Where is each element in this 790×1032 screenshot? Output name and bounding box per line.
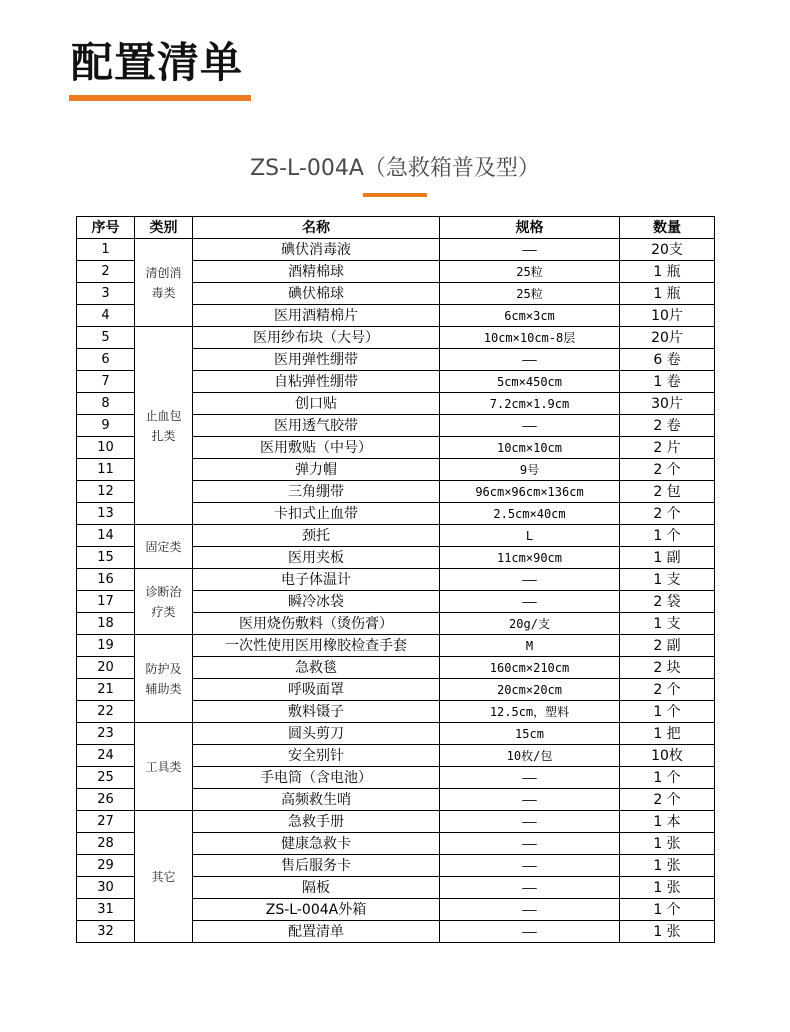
item-quantity: 20片 (620, 327, 715, 349)
table-body (77, 239, 715, 943)
item-quantity: 6 卷 (620, 349, 715, 371)
row-number: 1 (77, 239, 135, 261)
item-quantity: 2 个 (620, 503, 715, 525)
item-quantity: 2 袋 (620, 591, 715, 613)
row-number: 2 (77, 261, 135, 283)
row-number: 26 (77, 789, 135, 811)
item-spec: 12.5cm，塑料 (440, 701, 620, 723)
item-quantity: 1 张 (620, 833, 715, 855)
item-name: 隔板 (193, 877, 440, 899)
category-label-line: 工具类 (145, 759, 182, 774)
item-spec: 6cm×3cm (440, 305, 620, 327)
category-cell (135, 569, 193, 635)
item-name: 医用敷贴（中号） (193, 437, 440, 459)
item-spec: —— (440, 833, 620, 855)
item-name: 一次性使用医用橡胶检查手套 (193, 635, 440, 657)
category-cell (135, 723, 193, 811)
table-row (77, 569, 715, 591)
item-spec: —— (440, 591, 620, 613)
row-number: 23 (77, 723, 135, 745)
item-name: 圆头剪刀 (193, 723, 440, 745)
category-label-line: 防护及 (145, 661, 182, 676)
item-quantity: 1 副 (620, 547, 715, 569)
item-spec: —— (440, 569, 620, 591)
item-spec: —— (440, 877, 620, 899)
item-quantity: 30片 (620, 393, 715, 415)
item-spec: —— (440, 921, 620, 943)
category-label-line: 固定类 (145, 539, 182, 554)
item-spec: 15cm (440, 723, 620, 745)
item-quantity: 2 块 (620, 657, 715, 679)
table-row (77, 239, 715, 261)
item-quantity: 1 张 (620, 877, 715, 899)
row-number: 14 (77, 525, 135, 547)
item-spec: 10cm×10cm (440, 437, 620, 459)
item-name: 医用弹性绷带 (193, 349, 440, 371)
item-name: 电子体温计 (193, 569, 440, 591)
row-number: 20 (77, 657, 135, 679)
category-cell (135, 635, 193, 723)
item-name: 医用夹板 (193, 547, 440, 569)
item-spec: 96cm×96cm×136cm (440, 481, 620, 503)
row-number: 13 (77, 503, 135, 525)
item-spec: 160cm×210cm (440, 657, 620, 679)
item-quantity: 2 片 (620, 437, 715, 459)
header-spec: 规格 (440, 217, 620, 239)
item-spec: —— (440, 239, 620, 261)
table-row (77, 811, 715, 833)
item-spec: 20g/支 (440, 613, 620, 635)
row-number: 5 (77, 327, 135, 349)
title-underline (69, 95, 251, 101)
category-label-line: 疗类 (151, 604, 176, 619)
item-name: 手电筒（含电池） (193, 767, 440, 789)
row-number: 24 (77, 745, 135, 767)
item-quantity: 1 卷 (620, 371, 715, 393)
item-name: 呼吸面罩 (193, 679, 440, 701)
item-name: 三角绷带 (193, 481, 440, 503)
table-row (77, 327, 715, 349)
row-number: 30 (77, 877, 135, 899)
item-name: 售后服务卡 (193, 855, 440, 877)
category-label-line: 清创消 (145, 265, 182, 280)
subtitle-underline (363, 193, 427, 197)
item-spec: 7.2cm×1.9cm (440, 393, 620, 415)
row-number: 11 (77, 459, 135, 481)
item-name: 高频救生哨 (193, 789, 440, 811)
item-spec: 10枚/包 (440, 745, 620, 767)
item-quantity: 1 把 (620, 723, 715, 745)
row-number: 19 (77, 635, 135, 657)
item-name: 医用烧伤敷料（烫伤膏） (193, 613, 440, 635)
row-number: 18 (77, 613, 135, 635)
row-number: 22 (77, 701, 135, 723)
item-spec: —— (440, 789, 620, 811)
item-quantity: 1 瓶 (620, 283, 715, 305)
row-number: 12 (77, 481, 135, 503)
row-number: 7 (77, 371, 135, 393)
item-quantity: 2 卷 (620, 415, 715, 437)
item-quantity: 2 个 (620, 459, 715, 481)
row-number: 8 (77, 393, 135, 415)
item-quantity: 1 张 (620, 855, 715, 877)
item-quantity: 10片 (620, 305, 715, 327)
item-spec: L (440, 525, 620, 547)
item-name: 健康急救卡 (193, 833, 440, 855)
item-spec: 25粒 (440, 261, 620, 283)
product-subtitle: ZS-L-004A（急救箱普及型） (250, 156, 540, 181)
item-quantity: 20支 (620, 239, 715, 261)
item-name: 配置清单 (193, 921, 440, 943)
item-name: 碘伏棉球 (193, 283, 440, 305)
row-number: 25 (77, 767, 135, 789)
item-name: 安全别针 (193, 745, 440, 767)
category-cell (135, 811, 193, 943)
item-spec: —— (440, 349, 620, 371)
item-quantity: 1 个 (620, 701, 715, 723)
row-number: 10 (77, 437, 135, 459)
item-name: ZS-L-004A外箱 (193, 899, 440, 921)
configuration-table (76, 216, 715, 943)
page-title: 配置清单 (71, 38, 244, 87)
item-name: 医用酒精棉片 (193, 305, 440, 327)
item-quantity: 1 支 (620, 569, 715, 591)
item-quantity: 1 支 (620, 613, 715, 635)
item-quantity: 2 包 (620, 481, 715, 503)
item-spec: —— (440, 855, 620, 877)
item-quantity: 2 个 (620, 679, 715, 701)
row-number: 15 (77, 547, 135, 569)
item-spec: 20cm×20cm (440, 679, 620, 701)
item-spec: 5cm×450cm (440, 371, 620, 393)
category-label-line: 毒类 (151, 285, 176, 300)
item-name: 颈托 (193, 525, 440, 547)
category-label-line: 诊断治 (145, 584, 182, 599)
category-label-line: 扎类 (151, 428, 176, 443)
row-number: 4 (77, 305, 135, 327)
item-spec: —— (440, 415, 620, 437)
item-quantity: 1 本 (620, 811, 715, 833)
item-spec: 2.5cm×40cm (440, 503, 620, 525)
item-name: 瞬冷冰袋 (193, 591, 440, 613)
table-row (77, 525, 715, 547)
header-no: 序号 (77, 217, 135, 239)
item-quantity: 1 瓶 (620, 261, 715, 283)
row-number: 17 (77, 591, 135, 613)
item-spec: M (440, 635, 620, 657)
item-name: 急救手册 (193, 811, 440, 833)
category-label-line: 止血包 (145, 408, 182, 423)
row-number: 29 (77, 855, 135, 877)
item-quantity: 2 副 (620, 635, 715, 657)
item-name: 自粘弹性绷带 (193, 371, 440, 393)
row-number: 3 (77, 283, 135, 305)
table-row (77, 723, 715, 745)
item-quantity: 1 张 (620, 921, 715, 943)
category-label-line: 辅助类 (145, 681, 182, 696)
category-cell (135, 525, 193, 569)
item-name: 创口贴 (193, 393, 440, 415)
row-number: 28 (77, 833, 135, 855)
item-name: 医用透气胶带 (193, 415, 440, 437)
table-row (77, 635, 715, 657)
row-number: 31 (77, 899, 135, 921)
item-spec: 25粒 (440, 283, 620, 305)
item-spec: —— (440, 767, 620, 789)
item-name: 碘伏消毒液 (193, 239, 440, 261)
item-spec: 9号 (440, 459, 620, 481)
item-spec: —— (440, 811, 620, 833)
item-quantity: 1 个 (620, 525, 715, 547)
table-header-row (77, 217, 715, 239)
category-cell (135, 327, 193, 525)
item-name: 医用纱布块（大号） (193, 327, 440, 349)
item-name: 急救毯 (193, 657, 440, 679)
row-number: 21 (77, 679, 135, 701)
category-label-line: 其它 (151, 869, 176, 884)
row-number: 27 (77, 811, 135, 833)
row-number: 9 (77, 415, 135, 437)
item-name: 弹力帽 (193, 459, 440, 481)
row-number: 32 (77, 921, 135, 943)
item-quantity: 1 个 (620, 899, 715, 921)
item-spec: 10cm×10cm-8层 (440, 327, 620, 349)
item-quantity: 10枚 (620, 745, 715, 767)
header-category: 类别 (135, 217, 193, 239)
item-name: 卡扣式止血带 (193, 503, 440, 525)
item-quantity: 1 个 (620, 767, 715, 789)
item-spec: —— (440, 899, 620, 921)
category-cell (135, 239, 193, 327)
row-number: 16 (77, 569, 135, 591)
item-name: 敷料镊子 (193, 701, 440, 723)
item-spec: 11cm×90cm (440, 547, 620, 569)
item-name: 酒精棉球 (193, 261, 440, 283)
header-quantity: 数量 (620, 217, 715, 239)
header-name: 名称 (193, 217, 440, 239)
item-quantity: 2 个 (620, 789, 715, 811)
row-number: 6 (77, 349, 135, 371)
